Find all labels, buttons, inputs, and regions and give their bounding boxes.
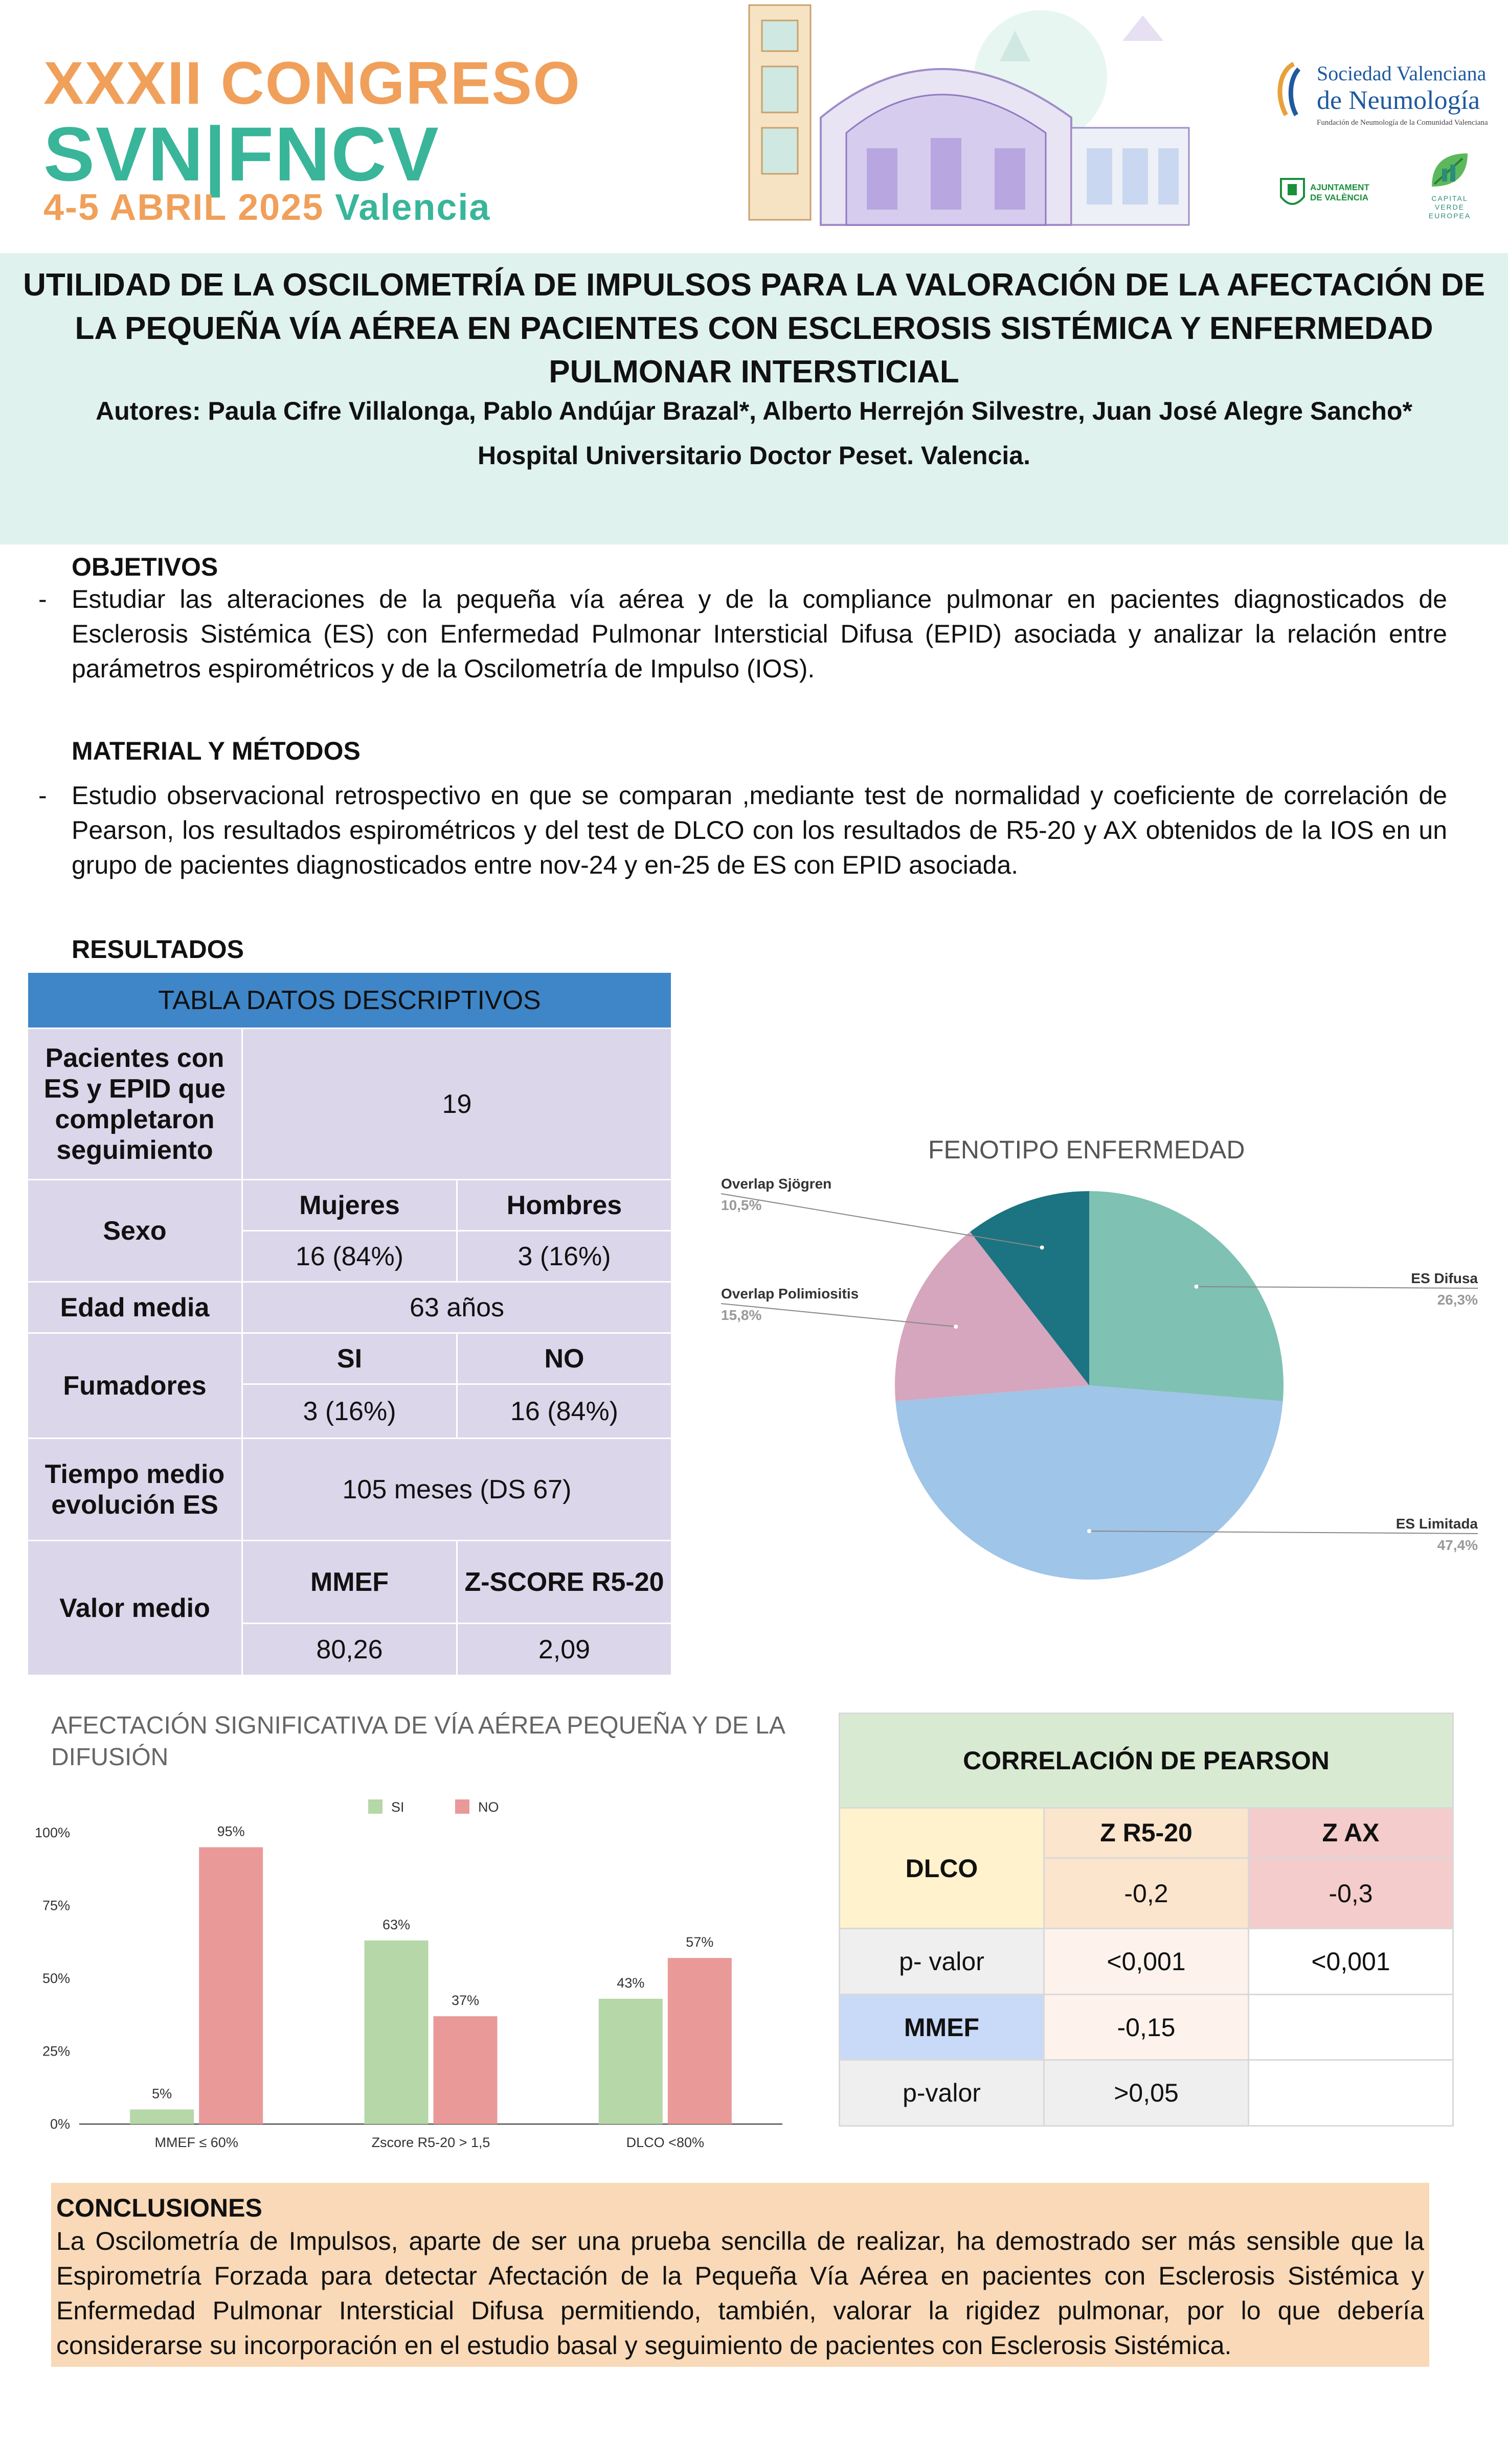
- congress-date-text: 4-5 ABRIL 2025: [43, 187, 324, 228]
- pie-slice-es-limitada: [895, 1385, 1282, 1580]
- metodos-heading: MATERIAL Y MÉTODOS: [72, 737, 361, 765]
- society-lung-icon: [1273, 61, 1312, 118]
- pie-label: ES Limitada: [1396, 1516, 1478, 1532]
- pearson-table: [839, 1713, 1454, 2127]
- x-category-label: DLCO <80%: [626, 2135, 704, 2150]
- pearson-title: CORRELACIÓN DE PEARSON: [840, 1714, 1453, 1808]
- conclusiones-text: La Oscilometría de Impulsos, aparte de ser una prueba sencilla de realizar, ha demostrado ser más sensible que la Espirometría Forzada para detectar Afectación de la Pequeña Vía Aérea en pacientes con Esclerosis Sistémica y Enfermedad Pulmonar Intersticial Difusa permitiendo, también, valorar la rigidez pulmonar, por lo que debería considerarse su incorporación en el estudio basal y seguimiento de pacientes con Esclerosis Sistémica.: [56, 2227, 1424, 2360]
- edad-value: 63 años: [242, 1282, 672, 1333]
- tiempo-label: Tiempo medio evolución ES: [28, 1439, 242, 1541]
- y-tick-label: 25%: [42, 2043, 70, 2059]
- sexo-label: Sexo: [28, 1180, 242, 1282]
- capital-verde-logo: [1416, 148, 1483, 225]
- poster-title: UTILIDAD DE LA OSCILOMETRÍA DE IMPULSOS PARA LA VALORACIÓN DE LA AFECTACIÓN DE LA PEQUEÑA VÍA AÉREA EN PACIENTES CON ESCLEROSIS SISTÉMICA Y ENFERMEDAD PULMONAR INTERSTICIAL: [23, 267, 1485, 390]
- objetivos-heading: OBJETIVOS: [72, 553, 218, 581]
- congress-acronym: SVN|FNCV: [43, 111, 440, 197]
- descriptive-table: [27, 971, 672, 1676]
- fumadores-si-value: 3 (16%): [242, 1384, 457, 1439]
- pvalor2-label: p-valor: [840, 2060, 1044, 2126]
- fumadores-si-label: SI: [242, 1333, 457, 1384]
- zscore-label: Z-SCORE R5-20: [457, 1541, 672, 1624]
- pie-leader-dot: [1195, 1285, 1199, 1289]
- descriptive-table-title: TABLA DATOS DESCRIPTIVOS: [28, 972, 672, 1029]
- valor-medio-label: Valor medio: [28, 1541, 242, 1676]
- objetivos-bullet: -: [38, 585, 47, 613]
- bar-value-label: 5%: [152, 2086, 172, 2102]
- pie-chart-title: FENOTIPO ENFERMEDAD: [928, 1135, 1245, 1164]
- resultados-heading: RESULTADOS: [72, 935, 244, 964]
- bar-no: [434, 2016, 498, 2124]
- bar-no: [199, 1847, 263, 2125]
- capital-line1: CAPITAL VERDE: [1431, 194, 1468, 211]
- legend-swatch: [455, 1799, 469, 1814]
- mmef-label: MMEF: [242, 1541, 457, 1624]
- pie-percent-label: 10,5%: [721, 1197, 762, 1213]
- zr520-header: Z R5-20: [1044, 1808, 1249, 1858]
- congress-dates: [43, 187, 490, 229]
- bar-value-label: 57%: [686, 1934, 714, 1950]
- bar-value-label: 95%: [217, 1823, 245, 1839]
- y-tick-label: 50%: [42, 1971, 70, 1986]
- pie-label: ES Difusa: [1411, 1270, 1478, 1286]
- x-category-label: MMEF ≤ 60%: [154, 2135, 238, 2150]
- pie-label: Overlap Sjögren: [721, 1176, 832, 1192]
- pvalor1-zr-value: <0,001: [1044, 1929, 1249, 1995]
- ajuntament-line2: DE VALÈNCIA: [1310, 193, 1368, 202]
- pie-leader-dot: [954, 1325, 958, 1329]
- x-category-label: Zscore R5-20 > 1,5: [371, 2135, 490, 2150]
- authors: Autores: Paula Cifre Villalonga, Pablo Andújar Brazal*, Alberto Herrejón Silvestre, Juan José Alegre Sancho*: [96, 397, 1412, 425]
- y-tick-label: 100%: [34, 1825, 70, 1840]
- pie-leader-dot: [1087, 1529, 1091, 1533]
- affiliation: Hospital Universitario Doctor Peset. Valencia.: [478, 441, 1030, 470]
- mmef-zax-value: [1249, 1994, 1453, 2060]
- mmef-value: 80,26: [242, 1624, 457, 1676]
- metodos-bullet: -: [38, 781, 47, 810]
- mmef-zr-value: -0,15: [1044, 1994, 1249, 2060]
- congress-city: Valencia: [335, 187, 491, 228]
- pacientes-value: 19: [242, 1029, 672, 1180]
- ajuntament-line1: AJUNTAMENT: [1310, 182, 1369, 192]
- bar-no: [668, 1958, 732, 2124]
- bar-value-label: 63%: [382, 1917, 411, 1932]
- pvalor1-zax-value: <0,001: [1249, 1929, 1453, 1995]
- mujeres-value: 16 (84%): [242, 1231, 457, 1282]
- bar-value-label: 37%: [451, 1993, 480, 2009]
- pacientes-label: Pacientes con ES y EPID que completaron seguimiento: [28, 1029, 242, 1180]
- bar-chart: [31, 1789, 793, 2162]
- dlco-label: DLCO: [840, 1808, 1044, 1929]
- fumadores-no-label: NO: [457, 1333, 672, 1384]
- pie-chart: [701, 1171, 1493, 1605]
- city-shield-icon: [1278, 176, 1307, 212]
- congress-name: XXXII CONGRESO: [43, 50, 581, 117]
- hombres-value: 3 (16%): [457, 1231, 672, 1282]
- y-tick-label: 75%: [42, 1898, 70, 1913]
- building-illustration: [713, 0, 1217, 233]
- pie-percent-label: 15,8%: [721, 1307, 762, 1323]
- bar-chart-title: AFECTACIÓN SIGNIFICATIVA DE VÍA AÉREA PEQUEÑA Y DE LA DIFUSIÓN: [51, 1712, 784, 1771]
- dlco-zax-value: -0,3: [1249, 1858, 1453, 1929]
- metodos-text: Estudio observacional retrospectivo en que se comparan ,mediante test de normalidad y coeficiente de correlación de Pearson, los resultados espirométricos y del test de DLCO con los resultados de R5-20 y AX obtenidos de la IOS en un grupo de pacientes diagnosticados entre nov-24 y en-25 de ES con EPID asociada.: [72, 781, 1447, 879]
- zax-header: Z AX: [1249, 1808, 1453, 1858]
- bar-si: [130, 2110, 194, 2125]
- pie-percent-label: 47,4%: [1437, 1537, 1478, 1553]
- conclusiones-heading: CONCLUSIONES: [56, 2194, 262, 2222]
- society-name-line2: de Neumología: [1317, 86, 1480, 115]
- pvalor1-label: p- valor: [840, 1929, 1044, 1995]
- tiempo-value: 105 meses (DS 67): [242, 1439, 672, 1541]
- edad-label: Edad media: [28, 1282, 242, 1333]
- pie-label: Overlap Polimiositis: [721, 1286, 859, 1302]
- society-subtitle: Fundación de Neumología de la Comunidad Valenciana: [1317, 119, 1488, 127]
- society-name-line1: Sociedad Valenciana: [1317, 62, 1487, 85]
- legend-label: SI: [391, 1799, 404, 1815]
- bar-value-label: 43%: [617, 1975, 645, 1991]
- zscore-value: 2,09: [457, 1624, 672, 1676]
- legend-swatch: [368, 1799, 382, 1814]
- bar-si: [365, 1941, 429, 2124]
- pie-slice-es-difusa: [1089, 1191, 1284, 1401]
- legend-label: NO: [478, 1799, 499, 1815]
- pvalor2-zax-value: [1249, 2060, 1453, 2126]
- pie-leader-dot: [1040, 1245, 1044, 1249]
- green-capital-leaf-icon: [1427, 148, 1473, 192]
- society-logo: [1317, 61, 1488, 127]
- hombres-label: Hombres: [457, 1180, 672, 1231]
- bar-si: [599, 1999, 663, 2124]
- pie-percent-label: 26,3%: [1437, 1292, 1478, 1308]
- y-tick-label: 0%: [50, 2116, 70, 2132]
- objetivos-text: Estudiar las alteraciones de la pequeña vía aérea y de la compliance pulmonar en pacientes diagnosticados de Esclerosis Sistémica (ES) con Enfermedad Pulmonar Intersticial Difusa (EPID) asociada y analizar la relación entre parámetros espirométricos y de la Oscilometría de Impulso (IOS).: [72, 585, 1447, 683]
- mmef-row-label: MMEF: [840, 1994, 1044, 2060]
- dlco-zr-value: -0,2: [1044, 1858, 1249, 1929]
- ajuntament-logo: [1278, 176, 1391, 212]
- mujeres-label: Mujeres: [242, 1180, 457, 1231]
- pvalor2-zr-value: >0,05: [1044, 2060, 1249, 2126]
- fumadores-label: Fumadores: [28, 1333, 242, 1439]
- fumadores-no-value: 16 (84%): [457, 1384, 672, 1439]
- capital-line2: EUROPEA: [1428, 212, 1471, 220]
